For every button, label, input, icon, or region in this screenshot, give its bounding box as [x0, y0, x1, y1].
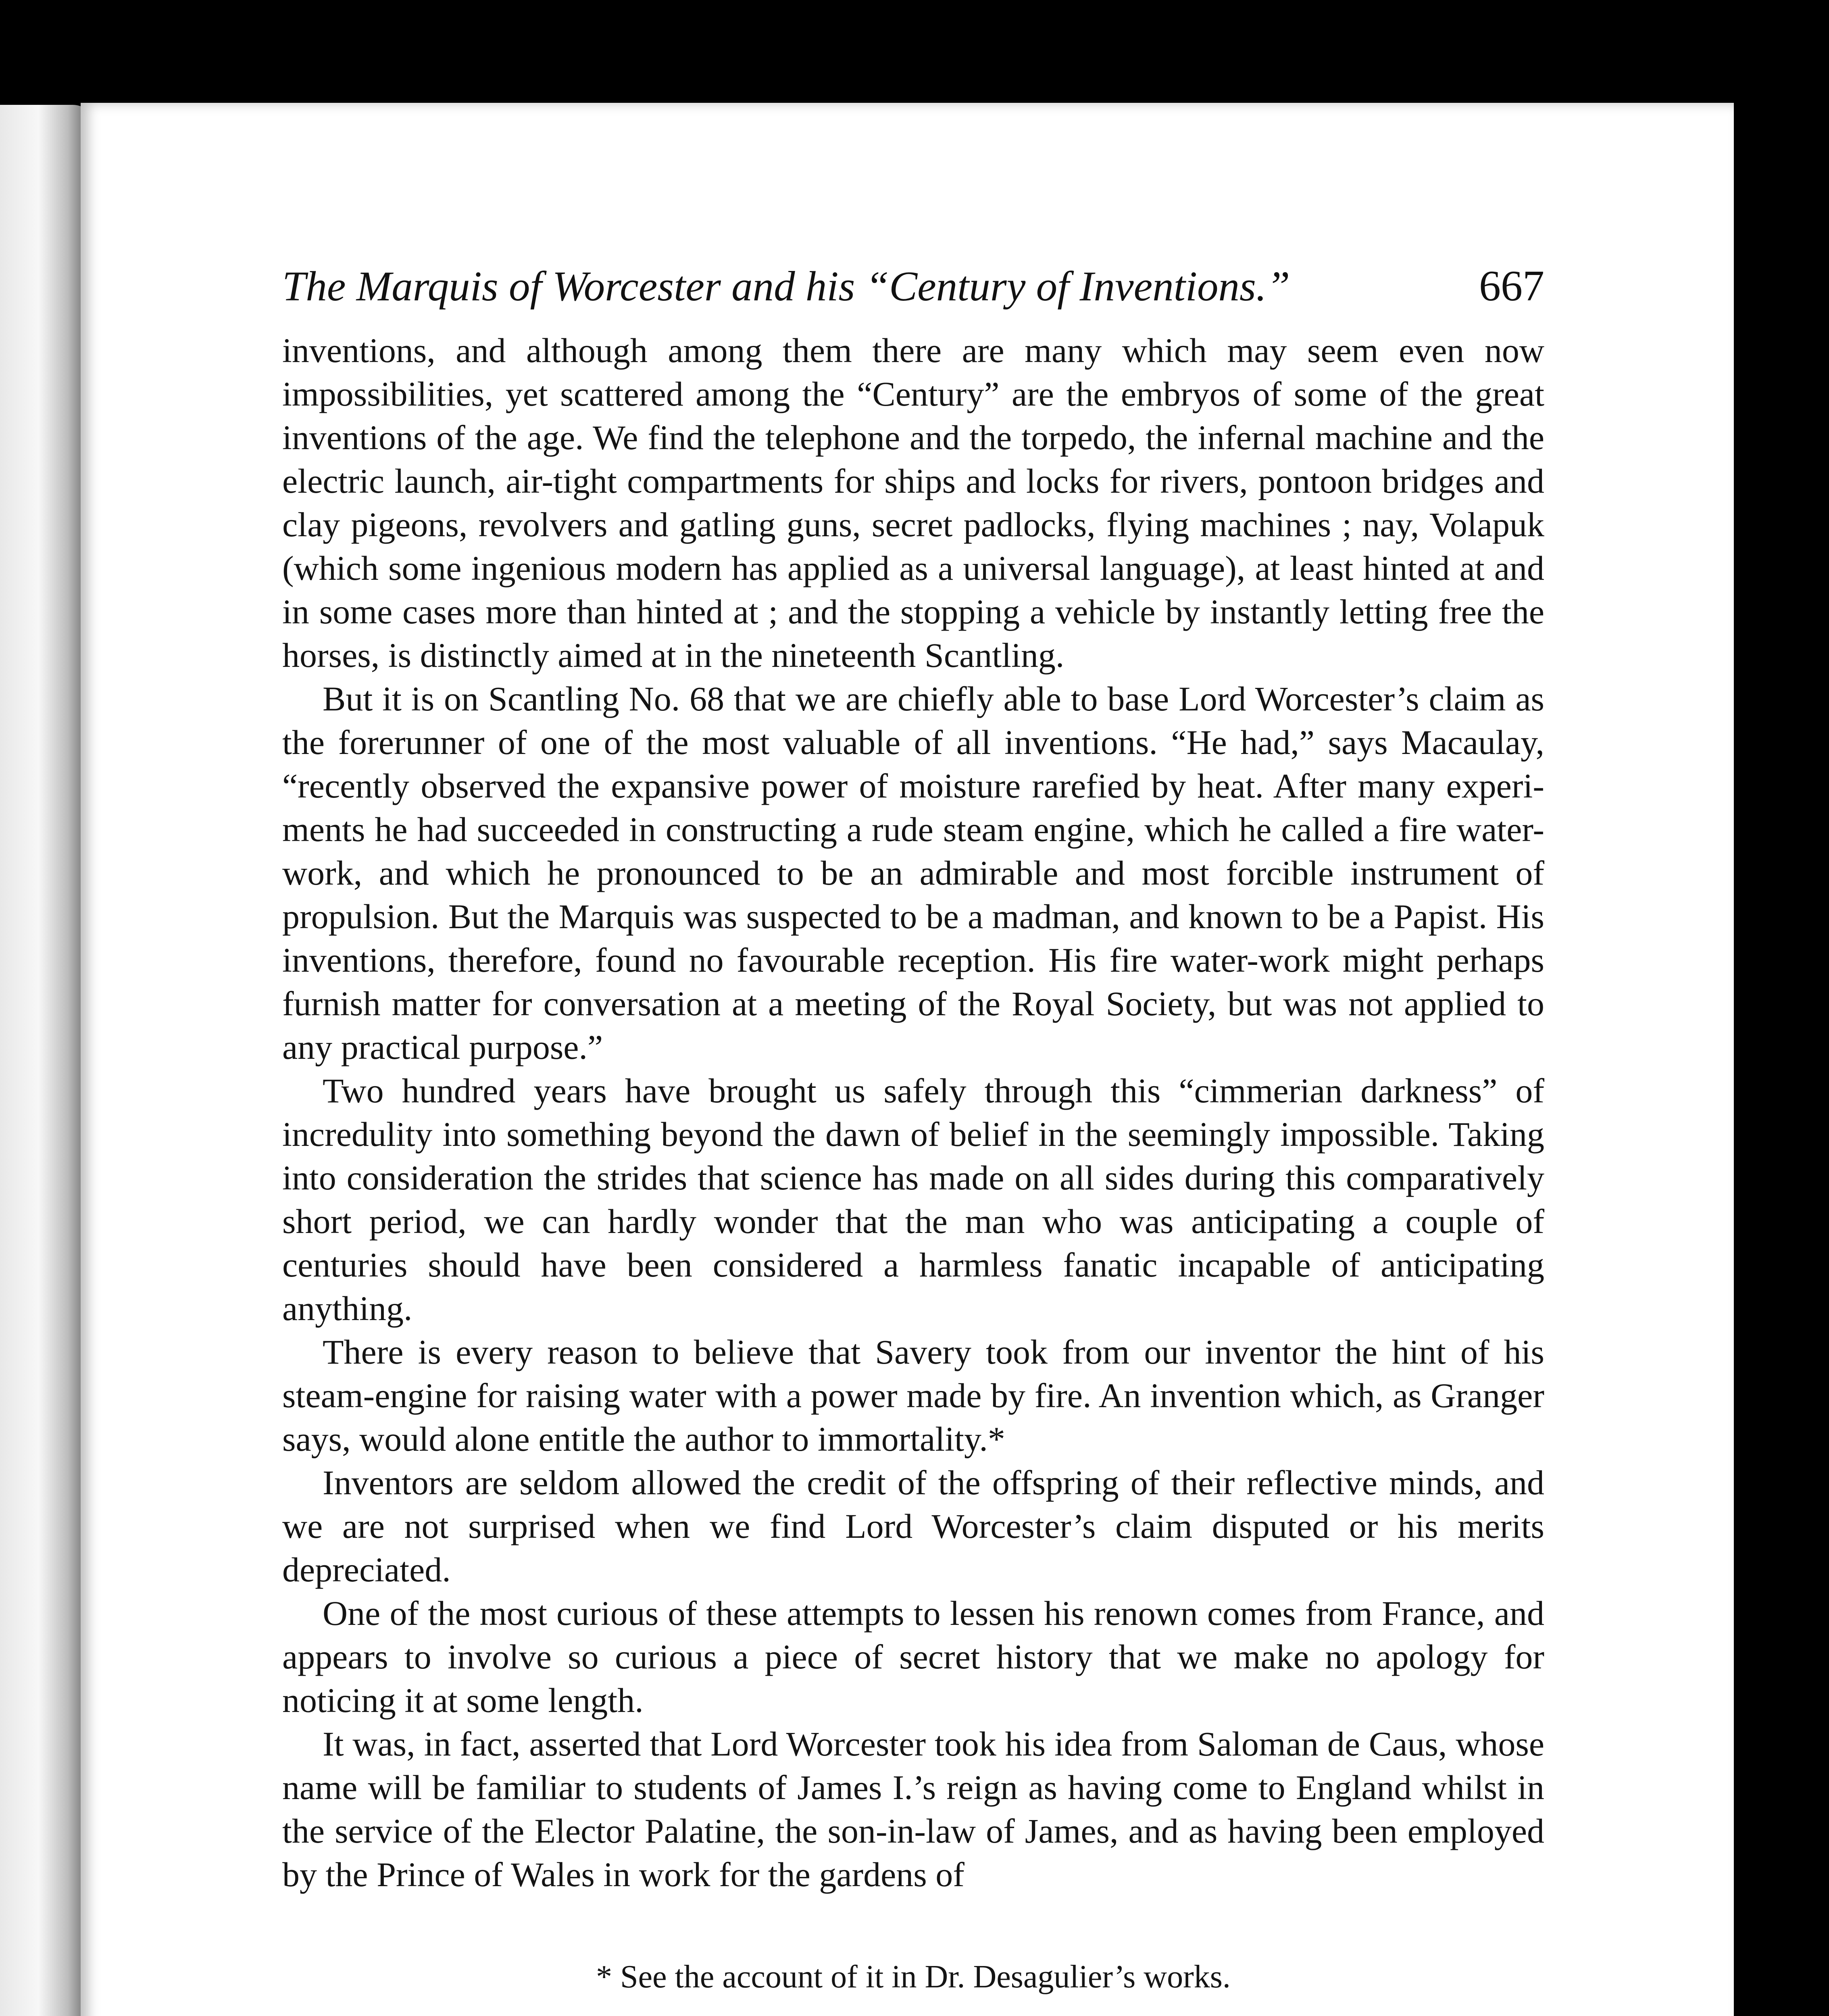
page-number: 667	[1479, 262, 1544, 310]
running-header	[282, 260, 1544, 312]
paragraph: There is every reason to believe that Savery took from our inventor the hint of his steam-engine for raising water with a power made by fire. An invention which, as Granger says, would alone entitle the author to immortality.*	[282, 1333, 1544, 1458]
page-content	[282, 260, 1544, 1997]
paragraph: It was, in fact, asserted that Lord Worcester took his idea from Saloman de Caus, whose name will be familiar to students of James I.’s reign as having come to England whilst in the service of the Elector Palatine, the son-in-law of James, and as having been employed by the Prince of Wales in work for the gardens of	[282, 1724, 1544, 1894]
paragraph: One of the most curious of these attempts to lessen his renown comes from France, and appears to involve so curious a piece of secret history that we make no apology for noticing it at some length.	[282, 1594, 1544, 1720]
paragraph: inventions, and although among them there are many which may seem even now impossibilities, yet scattered among the “Century” are the embryos of some of the great inventions of the age. We find the telephone and the torpedo, the infernal machine and the electric launch, air-tight compartments for ships and locks for rivers, pontoon bridges and clay pigeons, revolvers and gatling guns, secret padlocks, flying machines ; nay, Volapuk (which some ingenious modern has applied as a universal language), at least hinted at and in some cases more than hinted at ; and the stopping a vehicle by instantly letting free the horses, is distinctly aimed at in the nineteenth Scantling.	[282, 331, 1544, 675]
book-page	[81, 103, 1734, 2016]
running-title: The Marquis of Worcester and his “Century of Inventions.”	[282, 262, 1290, 310]
body-text	[282, 329, 1544, 1896]
paragraph: Two hundred years have brought us safely through this “cimmerian darkness” of incredulity into something beyond the dawn of belief in the seemingly impossible. Taking into consideration the strides that science has made on all sides during this comparatively short period, we can hardly wonder that the man who was anticipating a couple of centuries should have been considered a harmless fanatic incapable of anticipating anything.	[282, 1071, 1544, 1328]
paragraph: Inventors are seldom allowed the credit of the offspring of their reflective minds, and we are not surprised when we find Lord Worcester’s claim disputed or his merits depreciated.	[282, 1463, 1544, 1589]
paragraph: But it is on Scantling No. 68 that we are chiefly able to base Lord Worcester’s claim as the forerunner of one of the most valuable of all inventions. “He had,” says Macaulay, “recently observed the expansive power of moisture rarefied by heat. After many experi-ments he had succeeded in constructing a rude steam engine, which he called a fire water-work, and which he pronounced to be an admirable and most forcible instrument of propulsion. But the Marquis was suspected to be a madman, and known to be a Papist. His inventions, therefore, found no favourable reception. His fire water-work might perhaps furnish matter for conversation at a meeting of the Royal Society, but was not applied to any practical purpose.”	[282, 679, 1544, 1066]
footnote: * See the account of it in Dr. Desagulier’s works.	[596, 1959, 1231, 1995]
